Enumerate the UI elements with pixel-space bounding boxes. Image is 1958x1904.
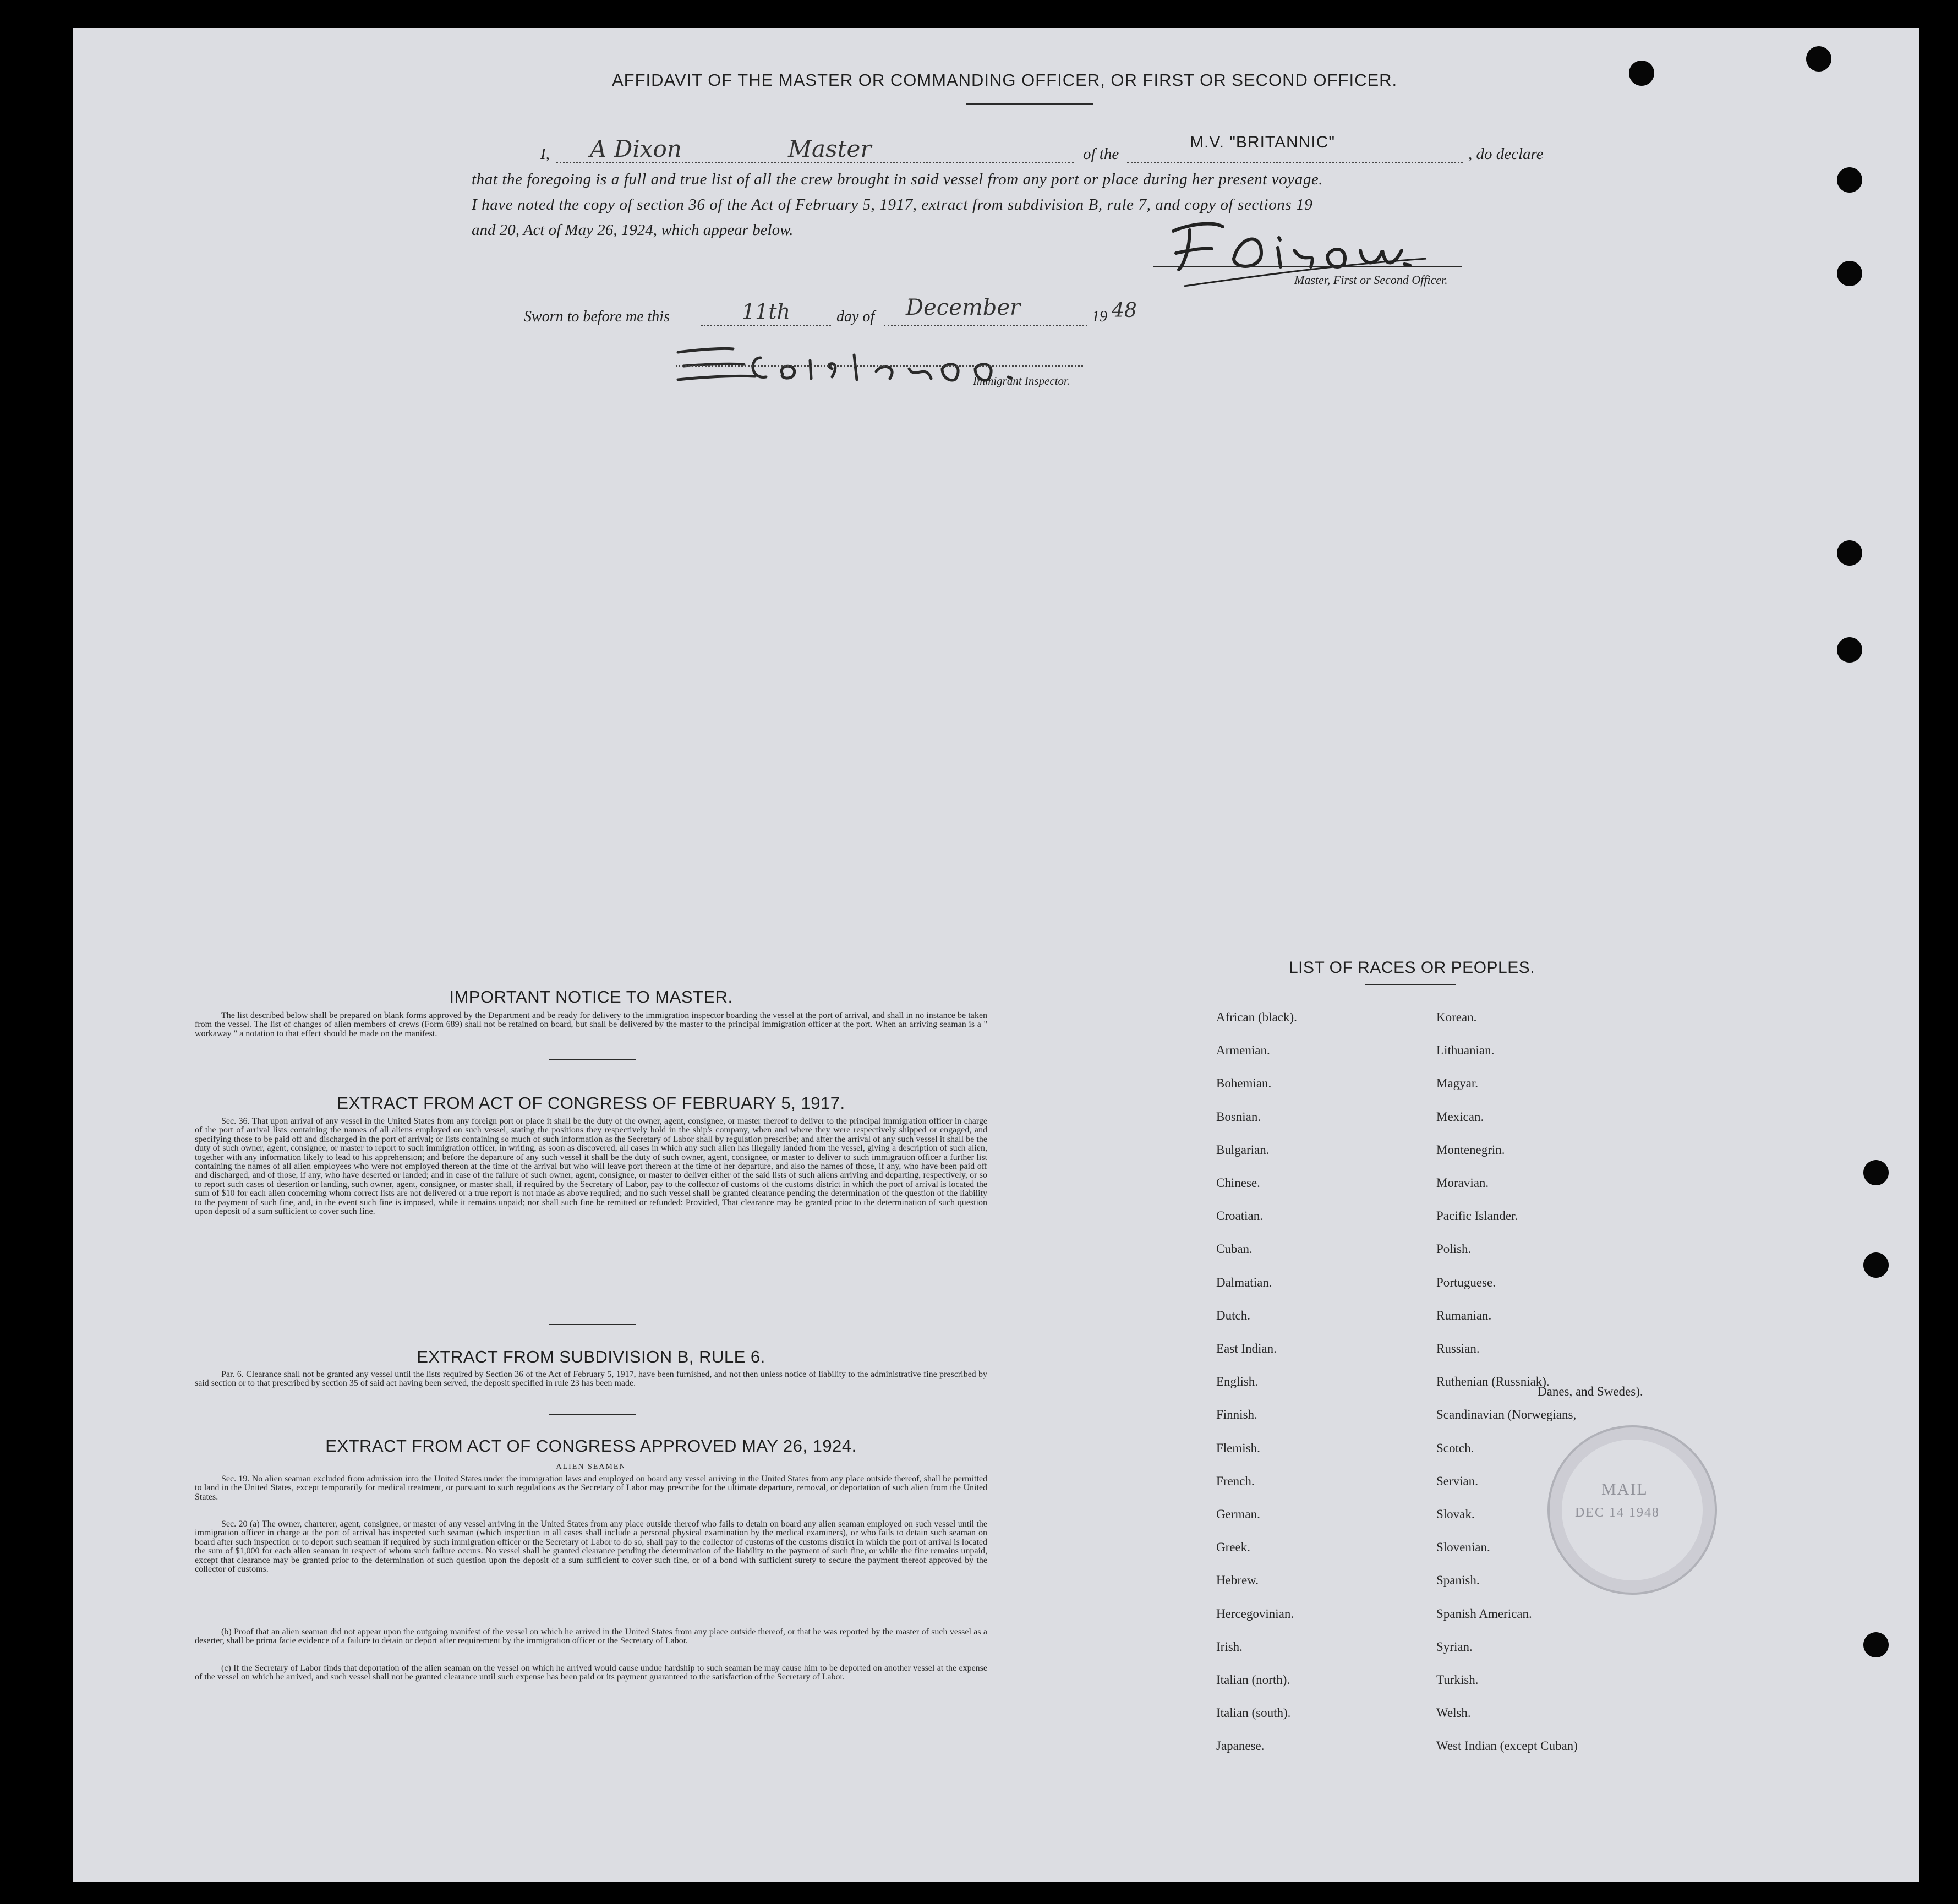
stamp-text: MAIL bbox=[1601, 1480, 1648, 1498]
race-item: Pacific Islander. bbox=[1436, 1209, 1518, 1223]
race-item: Mexican. bbox=[1436, 1109, 1484, 1124]
race-item: Flemish. bbox=[1216, 1441, 1260, 1455]
race-item: Magyar. bbox=[1436, 1076, 1479, 1091]
race-item: Japanese. bbox=[1216, 1739, 1265, 1753]
races-title-underline bbox=[1365, 984, 1456, 985]
race-item: Turkish. bbox=[1436, 1673, 1479, 1687]
inspector-caption: Immigrant Inspector. bbox=[973, 374, 1070, 387]
race-item: East Indian. bbox=[1216, 1342, 1277, 1355]
race-item: Welsh. bbox=[1436, 1706, 1471, 1720]
punch-hole bbox=[1863, 1160, 1889, 1185]
subdivision-b-text: Par. 6. Clearance shall not be granted any vessel until the lists required by Section 36 of the Act of February 5, 1917, have been furnished, and not then unless notice of liability to the administrative fine prescribed by said section or to that prescribed by section 35 of said act having been served, the deposit specified in rule 23 has been made. bbox=[195, 1370, 987, 1388]
race-item: Scandinavian (Norwegians, bbox=[1436, 1408, 1577, 1422]
race-item: Scotch. bbox=[1436, 1441, 1474, 1455]
punch-hole bbox=[1806, 46, 1831, 72]
race-item: Slovak. bbox=[1436, 1507, 1475, 1521]
notice-title: IMPORTANT NOTICE TO MASTER. bbox=[449, 987, 733, 1006]
race-item: Italian (south). bbox=[1216, 1706, 1291, 1720]
affidavit-line-2: that the foregoing is a full and true list of all the crew brought in said vessel from any port or place during her present voyage. bbox=[472, 171, 1323, 188]
race-item: Greek. bbox=[1216, 1540, 1250, 1555]
extract-1924-sec20c: (c) If the Secretary of Labor finds that deportation of the alien seaman on the vessel on which he arrived would cause undue hardship to such seaman he may cause him to be deported on another vessel at the expense of the vessel on which he arrived, and such vessel shall not be granted clearance until such expense has been paid or its payment guaranteed to the satisfaction of the Secretary of Labor. bbox=[195, 1664, 987, 1682]
year-prefix: 19 bbox=[1092, 308, 1107, 325]
of-the-label: of the bbox=[1083, 145, 1119, 163]
race-item: Lithuanian. bbox=[1436, 1043, 1495, 1058]
race-item: Moravian. bbox=[1436, 1176, 1489, 1190]
race-item: French. bbox=[1216, 1474, 1255, 1488]
race-item: Hebrew. bbox=[1216, 1573, 1259, 1588]
notice-divider bbox=[549, 1059, 636, 1060]
subdivision-b-divider bbox=[549, 1414, 636, 1415]
punch-hole bbox=[1837, 167, 1862, 193]
handwritten-year: 48 bbox=[1112, 299, 1137, 322]
day-of-label: day of bbox=[836, 308, 875, 325]
extract-1924-sec20a: Sec. 20 (a) The owner, charterer, agent, consignee, or master of any vessel arriving in the United States from any place outside thereof who fails to detain on board any alien seaman employed on such vessel until the immigration officer in charge at the port of arrival has inspected such seaman (which inspection in all cases shall include a personal physical examination by the medical examiners), or who fails to detain such seaman on board after such inspection or to deport such seaman if required by such immigration officer or the Secretary of Labor to do so, shall pay to the collector of customs of the customs district in which the port of arrival is located the sum of $1,000 for each alien seaman in respect of whom such failure occurs. No vessel shall be granted clearance pending the determination of the liability to the payment of such fine, or while the fine remains unpaid, except that clearance may be granted prior to the determination of such question upon the deposit of a sum sufficient to cover such fine, or of a bond with sufficient surety to secure the payment thereof approved by the collector of customs. bbox=[195, 1519, 987, 1574]
do-declare-label: , do declare bbox=[1468, 145, 1544, 163]
sworn-label: Sworn to before me this bbox=[524, 308, 670, 325]
race-item: Spanish. bbox=[1436, 1573, 1480, 1588]
affidavit-line-4: and 20, Act of May 26, 1924, which appear below. bbox=[472, 221, 794, 239]
race-item: Bosnian. bbox=[1216, 1109, 1261, 1124]
race-item: Dalmatian. bbox=[1216, 1275, 1272, 1289]
punch-hole bbox=[1863, 1632, 1889, 1657]
race-item: Korean. bbox=[1436, 1010, 1477, 1024]
race-item: Irish. bbox=[1216, 1639, 1243, 1654]
affidavit-i-label: I, bbox=[540, 145, 550, 163]
race-item: Croatian. bbox=[1216, 1209, 1263, 1223]
signature-caption: Master, First or Second Officer. bbox=[1294, 273, 1448, 287]
extract-1924-title: EXTRACT FROM ACT OF CONGRESS APPROVED MAY 26, 1924. bbox=[325, 1436, 857, 1456]
title-underline bbox=[966, 103, 1093, 105]
race-item: Italian (north). bbox=[1216, 1673, 1290, 1687]
race-item: Slovenian. bbox=[1436, 1540, 1490, 1555]
race-item: Rumanian. bbox=[1436, 1308, 1492, 1322]
punch-hole bbox=[1863, 1252, 1889, 1278]
race-item: Polish. bbox=[1436, 1242, 1472, 1256]
day-dotted-line bbox=[701, 325, 831, 326]
race-item: Portuguese. bbox=[1436, 1275, 1496, 1289]
handwritten-rank: Master bbox=[788, 135, 872, 162]
notice-text: The list described below shall be prepared on blank forms approved by the Department and be ready for delivery to the immigration inspector boarding the vessel at the port of arrival, and shall in no instance be taken from the vessel. The list of changes of alien members of crews (Form 689) shall not be retained on board, but shall be delivered by the master to the principal immigration officer at the port. When an arriving seaman is a " workaway " a notation to that effect should be made on the manifest. bbox=[195, 1011, 987, 1038]
race-item: Ruthenian (Russniak). bbox=[1436, 1375, 1550, 1389]
handwritten-name: A Dixon bbox=[590, 135, 682, 162]
race-item: Servian. bbox=[1436, 1474, 1479, 1488]
stamp-date: DEC 14 1948 bbox=[1575, 1506, 1660, 1520]
race-item: Armenian. bbox=[1216, 1043, 1270, 1058]
affidavit-line-3: I have noted the copy of section 36 of the Act of February 5, 1917, extract from subdivision B, rule 7, and copy of sections 19 bbox=[472, 196, 1313, 214]
document-page bbox=[73, 28, 1919, 1882]
extract-1917-divider bbox=[549, 1324, 636, 1325]
race-item: German. bbox=[1216, 1507, 1260, 1521]
race-item: Hercegovinian. bbox=[1216, 1606, 1294, 1621]
handwritten-day: 11th bbox=[742, 299, 791, 324]
races-title: LIST OF RACES OR PEOPLES. bbox=[1289, 959, 1535, 977]
ship-name: M.V. "BRITANNIC" bbox=[1190, 133, 1335, 151]
affidavit-title: AFFIDAVIT OF THE MASTER OR COMMANDING OFFICER, OR FIRST OR SECOND OFFICER. bbox=[612, 70, 1398, 90]
extract-1924-sec20b: (b) Proof that an alien seaman did not appear upon the outgoing manifest of the vessel on which he arrived in the United States from any place outside thereof, or that he was reported by the master of such vessel as a deserter, shall be prima facie evidence of a failure to detain or deport after requirement by the immigration officer or the Secretary of Labor. bbox=[195, 1627, 987, 1646]
race-item: Bohemian. bbox=[1216, 1076, 1272, 1091]
race-item: Syrian. bbox=[1436, 1639, 1473, 1654]
punch-hole bbox=[1837, 637, 1862, 663]
race-item: Russian. bbox=[1436, 1342, 1480, 1355]
inspector-dotted-line bbox=[676, 365, 1083, 367]
punch-hole bbox=[1629, 61, 1654, 86]
race-item: West Indian (except Cuban) bbox=[1436, 1739, 1578, 1753]
ship-dotted-line bbox=[1127, 162, 1463, 163]
race-item: Bulgarian. bbox=[1216, 1142, 1270, 1157]
extract-1917-text: Sec. 36. That upon arrival of any vessel in the United States from any foreign port or place it shall be the duty of the owner, agent, consignee, or master thereof to deliver to the principal immigration officer in charge of the port of arrival lists containing the names of all aliens employed on such vessel, stating the positions they respectively hold in the ship's company, when and where they were respectively shipped or engaged, and specifying those to be paid off and discharged in the port of arrival; or lists containing so much of such information as the Secretary of Labor shall by regulation prescribe; and after the arrival of any such vessel it shall be the duty of such owner, agent, consignee, or master to report to such immigration officer, in writing, as soon as discovered, all cases in which any such alien has illegally landed from the vessel, giving a description of such alien, together with any information likely to lead to his apprehension; and before the departure of any such vessel it shall be the duty of such owner, agent, consignee, or master to deliver to such immigration officer a further list containing the names of all alien employees who were not employed thereon at the time of the arrival but who will leave port thereon at the time of her departure, and also the names of those, if any, who have been paid off and discharged, and of those, if any, who have deserted or landed; and in case of the failure of such owner, agent, consignee, or master to deliver either of the said lists of such aliens arriving and departing, respectively, or so to report such cases of desertion or landing, such owner, agent, consignee, or master shall, if required by the Secretary of Labor, pay to the collector of customs of the customs district in which the port of arrival is located the sum of $10 for each alien concerning whom correct lists are not delivered or a true report is not made as above required; and no such vessel shall be granted clearance pending the determination of the question of the liability to the payment of such fine, and, in the event such fine is imposed, while it remains unpaid; nor shall such fine be remitted or refunded: Provided, That clearance may be granted prior to the determination of such question upon deposit of a sum sufficient to cover such fine. bbox=[195, 1117, 987, 1217]
punch-hole bbox=[1837, 540, 1862, 566]
race-item: Dutch. bbox=[1216, 1308, 1250, 1322]
alien-seamen-subtitle: ALIEN SEAMEN bbox=[556, 1463, 626, 1471]
month-dotted-line bbox=[884, 325, 1087, 326]
subdivision-b-title: EXTRACT FROM SUBDIVISION B, RULE 6. bbox=[417, 1347, 765, 1366]
race-item: Spanish American. bbox=[1436, 1606, 1532, 1621]
punch-hole bbox=[1837, 261, 1862, 286]
race-item: English. bbox=[1216, 1375, 1259, 1389]
race-item: Finnish. bbox=[1216, 1408, 1257, 1422]
extract-1924-sec19: Sec. 19. No alien seaman excluded from admission into the United States under the immigration laws and employed on board any vessel arriving in the United States from any place outside thereof, shall be permitted to land in the United States, except temporarily for medical treatment, or pursuant to such regulations as the Secretary of Labor may prescribe for the ultimate departure, removal, or deportation of such alien from the United States. bbox=[195, 1474, 987, 1502]
race-item: Danes, and Swedes). bbox=[1538, 1385, 1643, 1398]
extract-1917-title: EXTRACT FROM ACT OF CONGRESS OF FEBRUARY 5, 1917. bbox=[337, 1093, 845, 1113]
race-item: Montenegrin. bbox=[1436, 1142, 1505, 1157]
race-item: African (black). bbox=[1216, 1010, 1297, 1024]
race-item: Chinese. bbox=[1216, 1176, 1260, 1190]
master-signature-line bbox=[1153, 266, 1462, 267]
race-item: Cuban. bbox=[1216, 1242, 1253, 1256]
handwritten-month: December bbox=[906, 295, 1021, 320]
